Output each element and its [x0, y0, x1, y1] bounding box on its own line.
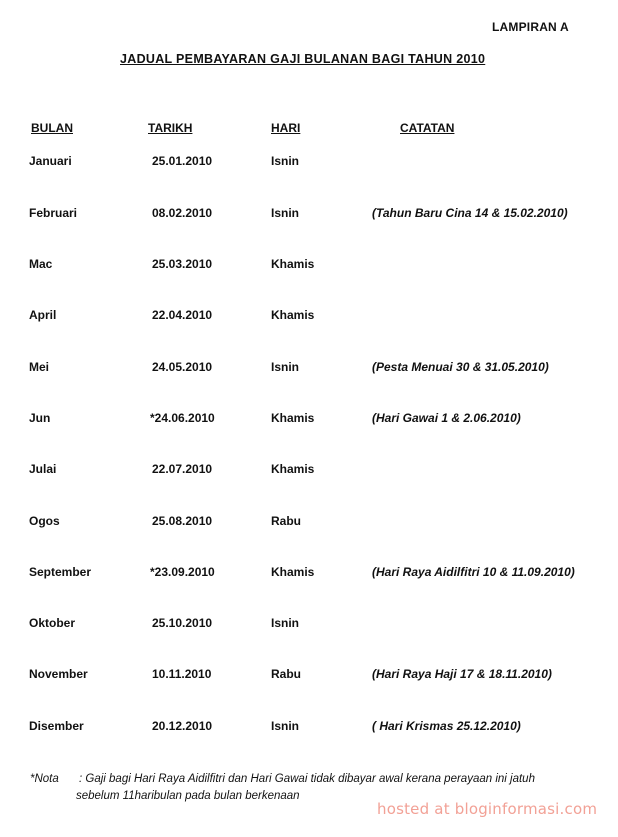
cell-catatan: (Hari Gawai 1 & 2.06.2010)	[372, 411, 521, 425]
table-row	[0, 154, 618, 172]
cell-tarikh: 25.08.2010	[152, 514, 213, 528]
cell-catatan: ( Hari Krismas 25.12.2010)	[372, 719, 521, 733]
table-row	[0, 616, 618, 634]
cell-bulan: Jun	[29, 411, 51, 425]
cell-tarikh: 24.05.2010	[152, 360, 213, 374]
cell-hari: Khamis	[271, 411, 315, 425]
cell-tarikh: 25.10.2010	[152, 616, 213, 630]
cell-tarikh: 08.02.2010	[152, 206, 213, 220]
table-row	[0, 719, 618, 737]
cell-hari: Isnin	[271, 360, 300, 374]
table-row	[0, 206, 618, 224]
table-row	[0, 462, 618, 480]
table-row	[0, 411, 618, 429]
cell-hari: Khamis	[271, 257, 315, 271]
cell-tarikh: *24.06.2010	[150, 411, 215, 425]
watermark-text: hosted at bloginformasi.com	[377, 800, 598, 818]
document-title: JADUAL PEMBAYARAN GAJI BULANAN BAGI TAHUN 2010	[120, 52, 486, 66]
cell-catatan: (Tahun Baru Cina 14 & 15.02.2010)	[372, 206, 568, 220]
cell-bulan: Oktober	[29, 616, 76, 630]
cell-bulan: Mei	[29, 360, 50, 374]
cell-catatan: (Hari Raya Aidilfitri 10 & 11.09.2010)	[372, 565, 575, 579]
table-row	[0, 667, 618, 685]
table-row	[0, 360, 618, 378]
table-row	[0, 565, 618, 583]
footnote-line-2: sebelum 11haribulan pada bulan berkenaan	[76, 790, 300, 802]
cell-bulan: Februari	[29, 206, 78, 220]
cell-hari: Isnin	[271, 206, 300, 220]
column-header-bulan: BULAN	[31, 121, 73, 135]
cell-hari: Rabu	[271, 514, 301, 528]
cell-hari: Khamis	[271, 462, 315, 476]
cell-bulan: Mac	[29, 257, 53, 271]
column-header-catatan: CATATAN	[400, 121, 455, 135]
cell-tarikh: 22.04.2010	[152, 308, 213, 322]
cell-bulan: November	[29, 667, 88, 681]
cell-tarikh: 20.12.2010	[152, 719, 213, 733]
column-header-tarikh: TARIKH	[148, 121, 193, 135]
cell-tarikh: 25.01.2010	[152, 154, 213, 168]
cell-hari: Isnin	[271, 616, 300, 630]
cell-hari: Isnin	[271, 719, 300, 733]
cell-hari: Rabu	[271, 667, 301, 681]
cell-tarikh: *23.09.2010	[150, 565, 215, 579]
cell-hari: Khamis	[271, 308, 315, 322]
appendix-label: LAMPIRAN A	[492, 20, 569, 34]
footnote-label: *Nota	[30, 773, 59, 785]
cell-tarikh: 22.07.2010	[152, 462, 213, 476]
cell-hari: Isnin	[271, 154, 300, 168]
cell-bulan: Januari	[29, 154, 72, 168]
column-header-hari: HARI	[271, 121, 301, 135]
cell-hari: Khamis	[271, 565, 315, 579]
cell-tarikh: 10.11.2010	[152, 667, 212, 681]
cell-catatan: (Pesta Menuai 30 & 31.05.2010)	[372, 360, 549, 374]
cell-bulan: April	[29, 308, 57, 322]
footnote-line-1: : Gaji bagi Hari Raya Aidilfitri dan Hari Gawai tidak dibayar awal kerana perayaan ini jatuh	[79, 773, 535, 785]
cell-tarikh: 25.03.2010	[152, 257, 213, 271]
cell-bulan: Disember	[29, 719, 84, 733]
cell-catatan: (Hari Raya Haji 17 & 18.11.2010)	[372, 667, 552, 681]
cell-bulan: September	[29, 565, 92, 579]
table-row	[0, 514, 618, 532]
table-row	[0, 308, 618, 326]
cell-bulan: Julai	[29, 462, 57, 476]
cell-bulan: Ogos	[29, 514, 60, 528]
table-row	[0, 257, 618, 275]
